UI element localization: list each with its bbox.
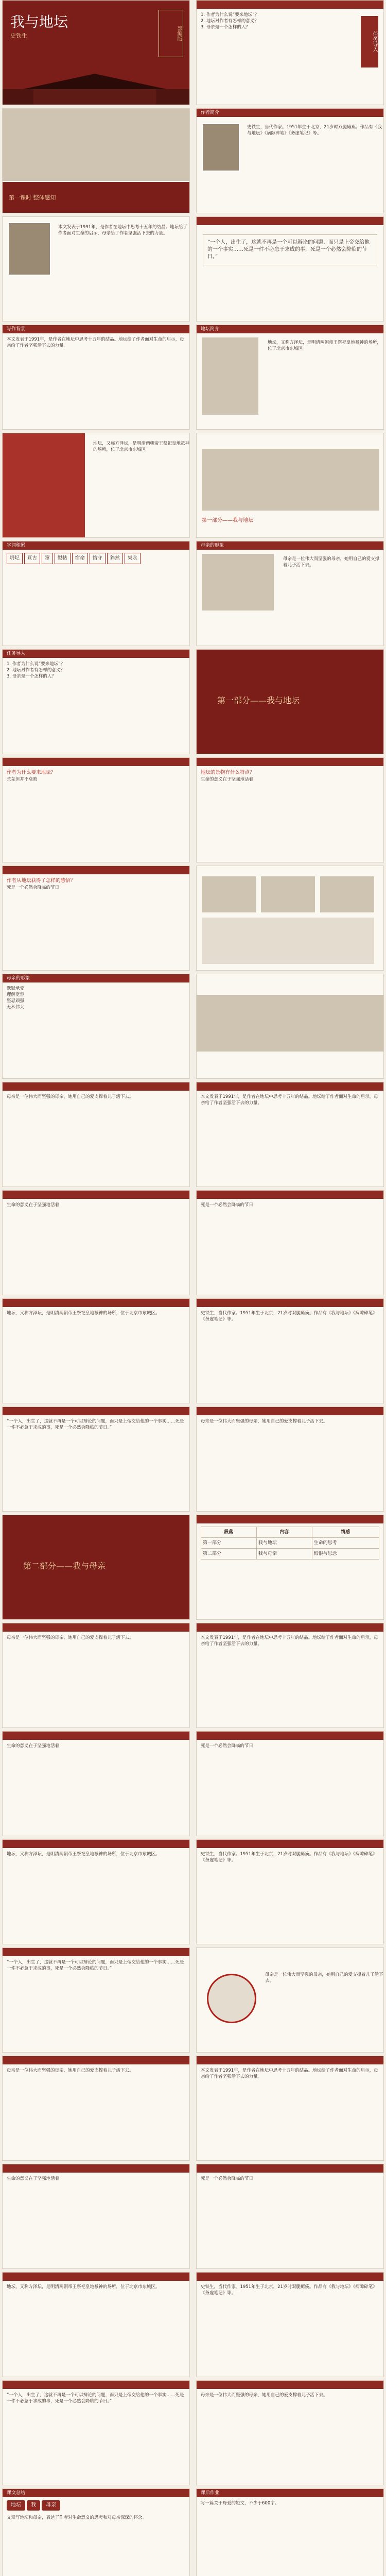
task-item: 1. 作者为什么说“要来地坛”？ xyxy=(7,662,65,667)
analysis-slide-3 xyxy=(2,866,190,971)
creation-header: 写作背景 xyxy=(3,325,189,333)
text-slide-i xyxy=(2,1623,190,1728)
author-photo xyxy=(8,222,51,276)
paragraph: 生命的意义在于坚强地活着 xyxy=(7,1743,60,1749)
analysis-body xyxy=(197,766,383,786)
paragraph: 死是一个必然会降临的节日 xyxy=(201,1202,254,1208)
part2-title: 第二部分——我与母亲 xyxy=(23,1561,106,1571)
text-slide-v xyxy=(2,2380,190,2485)
ditian-intro-slide xyxy=(2,433,190,538)
temple-illustration xyxy=(3,69,189,105)
paragraph: “一个人，出生了，这就不再是一个可以辩论的问题，而只是上帝交给他的一个事实……死是一件不必急于求成的事，死是一个必然会降临的节日。” xyxy=(7,1960,184,1971)
word-item: 熨帖 xyxy=(55,553,71,564)
author-detail-text: 本文发表于1991年，是作者在地坛中思考十五年的结晶。地坛给了作者面对生命的启示，母亲给了作者坚强活下去的力量。 xyxy=(58,225,188,236)
circle-caption: 母亲是一位伟大而坚强的母亲，她用自己的爱支撑着儿子活下去。 xyxy=(265,1972,383,1984)
slide-header xyxy=(197,1732,383,1740)
slide-header xyxy=(3,1840,189,1848)
author-intro-text: 史铁生，当代作家。1951年生于北京，21岁时双腿瘫痪。作品有《我与地坛》《病隙碎笔》《务虚笔记》等。 xyxy=(247,125,382,136)
text-slide-q xyxy=(196,2056,384,2161)
word-item: 隽永 xyxy=(125,553,141,564)
slide-header xyxy=(3,2381,189,2389)
analysis-answer: 生命的意义在于坚强地活着 xyxy=(201,777,254,782)
slide-header xyxy=(3,1623,189,1632)
ditian-header: 地坛简介 xyxy=(197,325,383,333)
paragraph: 史铁生，当代作家。1951年生于北京，21岁时双腿瘫痪。作品有《我与地坛》《病隙碎笔》《务虚笔记》等。 xyxy=(201,2284,377,2296)
analysis-question: 地坛的景物有什么特点？ xyxy=(201,770,255,775)
words-list xyxy=(3,550,189,567)
slide-header xyxy=(197,1840,383,1848)
mother-trait: 默默承受 xyxy=(7,986,25,991)
author-detail-slide xyxy=(2,216,190,321)
part1-divider-slide xyxy=(196,649,384,754)
text-slide-f xyxy=(196,1298,384,1403)
analysis-slide-1 xyxy=(2,757,190,862)
slide-header xyxy=(3,1948,189,1956)
table-header: 情感 xyxy=(312,1527,379,1538)
analysis-answer: 死是一个必然会降临的节日 xyxy=(7,885,60,890)
circle-photo-slide xyxy=(196,1947,384,2053)
analysis-question: 作者为什么要来地坛？ xyxy=(7,770,56,775)
text-slide-l xyxy=(196,1731,384,1836)
text-slide-u xyxy=(196,2272,384,2377)
paragraph: 史铁生，当代作家。1951年生于北京，21岁时双腿瘫痪。作品有《我与地坛》《病隙碎笔》《务虚笔记》等。 xyxy=(201,1311,377,1322)
author-intro-slide xyxy=(196,108,384,213)
ditian-gate-image xyxy=(3,433,85,538)
wheelchair-slide xyxy=(196,974,384,1079)
paragraph: “一个人，出生了，这就不再是一个可以辩论的问题，而只是上帝交给他的一个事实……死是一件不必急于求成的事，死是一个必然会降临的节日。” xyxy=(7,1419,184,1430)
slide-header xyxy=(197,1407,383,1415)
slide-header xyxy=(3,1082,189,1091)
paragraph: 生命的意义在于坚强地活着 xyxy=(7,1202,60,1208)
table-header: 段落 xyxy=(201,1527,257,1538)
text-slide-r xyxy=(2,2164,190,2269)
table-slide xyxy=(196,1515,384,1620)
conclusion-slide xyxy=(2,2488,190,2576)
slide-header xyxy=(197,1299,383,1307)
creation-text: 本文发表于1991年，是作者在地坛中思考十五年的结晶。地坛给了作者面对生命的启示，母亲给了作者坚强活下去的力量。 xyxy=(7,337,184,348)
mother-traits-slide xyxy=(2,974,190,1079)
mother-text: 母亲是一位伟大而坚强的母亲，她用自己的爱支撑着儿子活下去。 xyxy=(283,556,380,568)
slide-header xyxy=(197,2164,383,2173)
table-row: 第二部分 我与母亲 悔恨与思念 xyxy=(201,1549,379,1560)
circle-photo xyxy=(207,1974,256,2023)
slide-header xyxy=(3,2056,189,2064)
paragraph: 死是一个必然会降临的节日 xyxy=(201,2176,254,2181)
conclusion-header: 课文总结 xyxy=(3,2489,189,2497)
text-slide-k xyxy=(2,1731,190,1836)
part2-divider-slide xyxy=(2,1515,190,1620)
quote-header xyxy=(197,217,383,225)
photo-caption-bar: 第一课时 整体感知 xyxy=(3,182,190,213)
mother-trait: 理解宽容 xyxy=(7,992,25,997)
ditian-text: 地坛，又称方泽坛，是明清两朝帝王祭祀皇地祇神的场所，位于北京市东城区。 xyxy=(268,340,382,351)
cover-author: 史铁生 xyxy=(10,32,27,39)
text-slide-p xyxy=(2,2056,190,2161)
word-item: 猝然 xyxy=(107,553,123,564)
quote-text: “一个人，出生了，这就不再是一个可以辩论的问题，而只是上帝交给他的一个事实……死是一件不必急于求成的事，死是一个必然会降临的节日。” xyxy=(203,234,377,265)
cover-title: 我与地坛 xyxy=(10,13,68,30)
paragraph: 本文发表于1991年，是作者在地坛中思考十五年的结晶。地坛给了作者面对生命的启示，母亲给了作者坚强活下去的力量。 xyxy=(201,2068,378,2079)
text-slide-b xyxy=(196,1082,384,1187)
paragraph: 地坛，又称方泽坛，是明清两朝帝王祭祀皇地祇神的场所，位于北京市东城区。 xyxy=(7,1311,160,1316)
text-slide-g xyxy=(2,1406,190,1512)
mother-photo xyxy=(202,554,274,611)
collage-text-box xyxy=(202,918,374,964)
text-slide-n xyxy=(196,1839,384,1944)
paragraph: 死是一个必然会降临的节日 xyxy=(201,1743,254,1749)
paragraph: 地坛，又称方泽坛，是明清两朝帝王祭祀皇地祇神的场所，位于北京市东城区。 xyxy=(7,2284,160,2290)
side-tag: 任务导入 xyxy=(361,16,378,67)
homework-slide xyxy=(196,2488,384,2576)
tag-me: 我 xyxy=(27,2500,40,2511)
ditian-photo xyxy=(202,337,258,415)
paragraph: 本文发表于1991年，是作者在地坛中思考十五年的结晶。地坛给了作者面对生命的启示，母亲给了作者坚强活下去的力量。 xyxy=(201,1635,378,1647)
cover-slide xyxy=(2,0,190,105)
slide-header xyxy=(3,2164,189,2173)
ditian-photo-slide xyxy=(196,325,384,430)
intro-text: 1. 作者为什么说“要来地坛”？ 2. 地坛对作者有怎样的意义？ 3. 母亲是一个怎样的人？ xyxy=(201,12,259,30)
slide-header xyxy=(197,1082,383,1091)
conclusion-text: 文章写地坛和母亲，表达了作者对生命意义的思考和对母亲深深的怀念。 xyxy=(7,2515,147,2520)
text-slide-m xyxy=(2,1839,190,1944)
analysis-body xyxy=(3,766,189,786)
ditian-intro-text: 地坛，又称方泽坛，是明清两朝帝王祭祀皇地祇神的场所，位于北京市东城区。 xyxy=(93,441,190,452)
text-slide-t xyxy=(2,2272,190,2377)
paragraph: 地坛，又称方泽坛，是明清两朝帝王祭祀皇地祇神的场所，位于北京市东城区。 xyxy=(7,1852,160,1857)
collage-photo xyxy=(202,876,256,912)
slide-header xyxy=(3,1191,189,1199)
task-list xyxy=(3,658,189,683)
wheelchair-photo xyxy=(3,109,190,181)
words-header: 字词积累 xyxy=(3,541,189,550)
slide-header xyxy=(3,1299,189,1307)
mother-photo-slide xyxy=(196,541,384,646)
author-portrait xyxy=(202,123,240,172)
text-slide-e xyxy=(2,1298,190,1403)
text-slide-a xyxy=(2,1082,190,1187)
paragraph: “一个人，出生了，这就不再是一个可以辩论的问题，而只是上帝交给他的一个事实……死是一件不必急于求成的事，死是一个必然会降临的节日。” xyxy=(7,2393,184,2404)
slide-header xyxy=(3,1732,189,1740)
part1-title: 第一部分——我与地坛 xyxy=(217,696,300,705)
task-item: 2. 地坛对作者有怎样的意义？ xyxy=(7,668,65,673)
text-slide-c xyxy=(2,1190,190,1295)
homework-header: 课后作业 xyxy=(197,2489,383,2497)
mother-trait: 坚忍顽强 xyxy=(7,998,25,1004)
word-item: 宿命 xyxy=(72,553,88,564)
paragraph: 母亲是一位伟大而坚强的母亲，她用自己的爱支撑着儿子活下去。 xyxy=(201,2393,328,2398)
table-row: 第一部分 我与地坛 生命的思考 xyxy=(201,1538,379,1549)
paragraph: 母亲是一位伟大而坚强的母亲，她用自己的爱支撑着儿子活下去。 xyxy=(201,1419,328,1424)
words-slide xyxy=(2,541,190,646)
mother-traits-header: 母亲的形象 xyxy=(3,974,189,982)
photo-collage-slide xyxy=(196,866,384,971)
summary-table xyxy=(201,1527,379,1560)
text-slide-d xyxy=(196,1190,384,1295)
collage-photo xyxy=(261,876,315,912)
quote-slide xyxy=(196,216,384,321)
word-item: 窜 xyxy=(42,553,53,564)
word-item: 亘古 xyxy=(24,553,40,564)
paragraph: 母亲是一位伟大而坚强的母亲，她用自己的爱支撑着儿子活下去。 xyxy=(7,1635,134,1640)
cover-badge: 部编版 xyxy=(159,10,183,57)
slide-header xyxy=(197,1191,383,1199)
analysis-header xyxy=(3,758,189,766)
author-intro-header: 作者简介 xyxy=(197,109,383,117)
intro-text-slide xyxy=(196,0,384,105)
analysis-header xyxy=(3,866,189,874)
analysis-body xyxy=(3,874,189,894)
analysis-header xyxy=(197,758,383,766)
collage-photo xyxy=(320,876,374,912)
table-header: 内容 xyxy=(256,1527,312,1538)
tag-ditian: 地坛 xyxy=(7,2500,25,2511)
slide-header xyxy=(3,2273,189,2281)
conclusion-body xyxy=(3,2497,189,2524)
slide-header xyxy=(197,1,383,9)
tasks-header: 任务导入 xyxy=(3,650,189,658)
slide-header xyxy=(197,2056,383,2064)
mother-trait: 无私伟大 xyxy=(7,1005,25,1010)
slide-header xyxy=(197,1515,383,1523)
slide-header xyxy=(197,1623,383,1632)
text-slide-h xyxy=(196,1406,384,1512)
ditian-caption: 第一部分——我与地坛 xyxy=(202,518,253,523)
wheelchair-photo xyxy=(197,995,384,1052)
paragraph: 史铁生，当代作家。1951年生于北京，21岁时双腿瘫痪。作品有《我与地坛》《病隙碎笔》《务虚笔记》等。 xyxy=(201,1852,377,1863)
creation-slide xyxy=(2,325,190,430)
paragraph: 生命的意义在于坚强地活着 xyxy=(7,2176,60,2181)
text-slide-o xyxy=(2,1947,190,2053)
slide-header xyxy=(3,1407,189,1415)
analysis-answer: 荒芜但并不衰败 xyxy=(7,777,38,782)
cover-title-block xyxy=(10,11,68,40)
task-item: 3. 母亲是一个怎样的人？ xyxy=(7,674,56,679)
analysis-slide-2 xyxy=(196,757,384,862)
homework-text: 写一篇关于母爱的短文，不少于600字。 xyxy=(201,2501,279,2506)
slide-header xyxy=(197,2381,383,2389)
word-item: 坍圮 xyxy=(7,553,23,564)
ditian-landscape xyxy=(202,449,379,511)
mother-traits-list xyxy=(3,982,189,1013)
text-slide-s xyxy=(196,2164,384,2269)
analysis-question: 作者从地坛获得了怎样的感悟？ xyxy=(7,878,76,884)
tasks-slide xyxy=(2,649,190,754)
ditian-end-slide xyxy=(196,433,384,538)
mother-header: 母亲的形象 xyxy=(197,541,383,550)
paragraph: 母亲是一位伟大而坚强的母亲，她用自己的爱支撑着儿子活下去。 xyxy=(7,2068,134,2073)
word-item: 恪守 xyxy=(90,553,106,564)
slide-header xyxy=(197,2273,383,2281)
tag-mother: 母亲 xyxy=(42,2500,60,2511)
paragraph: 母亲是一位伟大而坚强的母亲，她用自己的爱支撑着儿子活下去。 xyxy=(7,1094,134,1099)
paragraph: 本文发表于1991年，是作者在地坛中思考十五年的结晶。地坛给了作者面对生命的启示，母亲给了作者坚强活下去的力量。 xyxy=(201,1094,378,1106)
text-slide-j xyxy=(196,1623,384,1728)
text-slide-w xyxy=(196,2380,384,2485)
author-photo-slide xyxy=(2,108,190,213)
table-body xyxy=(197,1523,383,1563)
